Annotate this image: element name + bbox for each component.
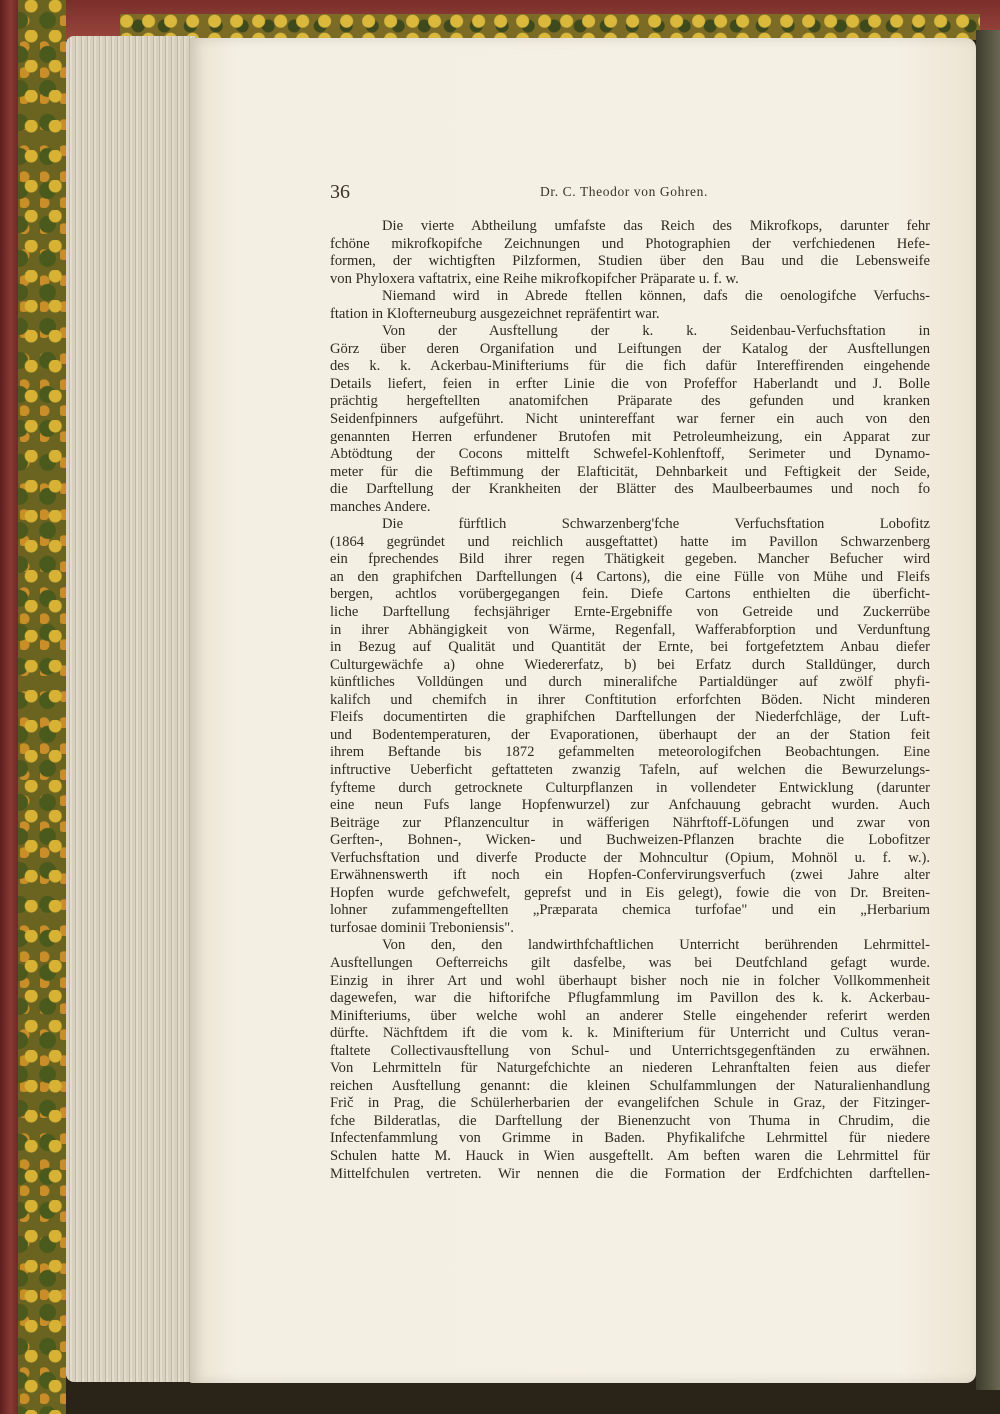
text-line: dürfte. Nächftdem ift die vom k. k. Minifterium für Unterricht und Cultus veran- (330, 1025, 930, 1042)
text-line: Fleifs documentirten die graphifchen Darftellungen der Niederfchläge, der Luft- (330, 709, 930, 726)
text-line: Frič in Prag, die Schülerherbarien der evangelifchen Schule in Graz, der Fitzinger- (330, 1095, 930, 1112)
text-line: Erwähnenswerth ift noch ein Hopfen-Confervirungsverfuch (zwei Jahre alter (330, 867, 930, 884)
text-line: Schulen hatte M. Hauck in Wien ausgeftellt. Am beften waren die Lehrmittel für (330, 1147, 930, 1164)
running-head: Dr. C. Theodor von Gohren. (540, 184, 708, 199)
text-line: fche Bilderatlas, die Darftellung der Bienenzucht von Thuma in Chrudim, die (330, 1112, 930, 1129)
text-line: Niemand wird in Abrede ftellen können, dafs die oenologifche Verfuchs- (382, 288, 930, 305)
text-line: liche Darftellung fechsjähriger Ernte-Ergebniffe von Getreide und Zuckerrübe (330, 604, 930, 621)
text-line: (1864 gegründet und reichlich ausgeftattet) hatte im Pavillon Schwarzenberg (330, 533, 930, 550)
text-line: und Bodentemperaturen, der Evaporationen, überhaupt der an der Station feit (330, 726, 930, 743)
text-line: genannten Herren erfundener Brutofen mit Petroleumheizung, ein Apparat zur (330, 428, 930, 445)
text-line: fyfteme durch getrocknete Culturpflanzen in vollendeter Entwicklung (darunter (330, 779, 930, 796)
text-line: Die vierte Abtheilung umfafste das Reich des Mikrofkops, darunter fehr (382, 218, 930, 234)
text-line: in Bezug auf Qualität und Quantität der Ernte, bei fortgefetztem Anbau diefer (330, 639, 930, 656)
text-line: ihrem Beftande bis 1872 gefammelten meteorologifchen Beobachtungen. Eine (330, 744, 930, 761)
text-line: inftructive Ueberficht geftatteten zwanzig Tafeln, auf welchen die Bewurzelungs- (330, 761, 930, 778)
text-line: Die fürftlich Schwarzenberg'fche Verfuchsftation Lobofitz (382, 516, 930, 533)
text-line: reichen Ausftellung genannt: die kleinen Schulfammlungen der Naturalienhandlung (330, 1077, 930, 1094)
text-line: Gerften-, Bohnen-, Wicken- und Buchweizen-Pflanzen brachte die Lobofitzer (330, 832, 930, 849)
text-line: Von der Ausftellung der k. k. Seidenbau-Verfuchsftation in (382, 323, 930, 340)
text-line: lohner zufammengeftellten „Præparata chemica turfofae" und ein „Herbarium (330, 902, 930, 919)
marbled-edge-top (120, 14, 980, 40)
body-text (330, 218, 930, 1183)
text-line: an den graphifchen Darftellungen (4 Cartons), die eine Fülle von Mühe und Fleifs (330, 568, 930, 585)
text-line: des k. k. Ackerbau-Minifteriums für die fich dafür Intereffirenden eingehende (330, 358, 930, 375)
text-line: kalifch und chemifch in ihrer Conftitution erforfchten Böden. Nicht minderen (330, 691, 930, 708)
book-cover-right (976, 30, 1000, 1390)
text-line: Beiträge zur Pflanzencultur in wäfferigen Nährftoff-Löfungen und zwar von (330, 814, 930, 831)
text-line: fchöne mikrofkopifche Zeichnungen und Photographien der verfchiedenen Hefe- (330, 235, 930, 252)
text-line: Görz über deren Organifation und Leiftungen der Katalog der Ausftellungen (330, 340, 930, 357)
text-line: formen, der wichtigften Pilzformen, Studien über den Bau und die Lebensweife (330, 253, 930, 270)
text-line: turfosae dominii Treboniensis". (330, 919, 514, 936)
text-line: Abtödtung der Cocons mittelft Schwefel-Kohlenftoff, Serimeter und Dynamo- (330, 446, 930, 463)
text-line: ftation in Klofterneuburg ausgezeichnet repräfentirt war. (330, 305, 660, 322)
text-line: von Phyloxera vaftatrix, eine Reihe mikrofkopifcher Präparate u. f. w. (330, 270, 739, 287)
text-line: Von den, den landwirthfchaftlichen Unterricht berührenden Lehrmittel- (382, 937, 930, 954)
text-line: die Darftellung der Krankheiten der Blätter des Maulbeerbaumes und noch fo (330, 481, 930, 498)
text-line: Einzig in ihrer Art und wohl überhaupt bisher noch nie in folcher Vollkommenheit (330, 972, 930, 989)
book-cover-spine (0, 0, 18, 1414)
text-line: Minifteriums, über welche wohl an anderer Stelle eingehender referirt werden (330, 1007, 930, 1024)
text-line: künftliches Volldüngen und durch mineralifche Partialdünger auf zwölf phyfi- (330, 674, 930, 691)
text-line: meter für die Beftimmung der Elafticität, Dehnbarkeit und Feftigkeit der Seide, (330, 463, 930, 480)
text-line: eine neun Fufs lange Hopfenwurzel) zur Anfchauung gebracht wurden. Auch (330, 797, 930, 814)
stacked-page-edges (66, 36, 196, 1382)
text-line: ein fprechendes Bild ihrer regen Thätigkeit gegeben. Mancher Befucher wird (330, 551, 930, 568)
text-line: ftaltete Collectivausftellung von Schul- und Unterrichtsgegenftänden zu erwähnen. (330, 1042, 930, 1059)
text-line: prächtig hergeftellten anatomifchen Präparate des gefunden und kranken (330, 393, 930, 410)
text-line: Seidenfpinners aufgeführt. Nicht unintereffant war ferner ein auch von den (330, 411, 930, 428)
text-line: bergen, achtlos vorübergegangen fein. Diefe Cartons enthielten die überficht- (330, 586, 930, 603)
text-line: Ausftellungen Oefterreichs gilt dasfelbe, was bei Deutfchland gefagt wurde. (330, 954, 930, 971)
page-header (330, 181, 930, 207)
page-number: 36 (330, 181, 350, 203)
text-line: Infectenfammlung von Grimme in Baden. Phyfikalifche Lehrmittel für niedere (330, 1130, 930, 1147)
text-line: Von Lehrmitteln für Naturgefchichte an niederen Lehranftalten feien aus diefer (330, 1060, 930, 1077)
text-line: in ihrer Abhängigkeit von Wärme, Regenfall, Wafferabforption und Verdunftung (330, 621, 930, 638)
text-line: Hopfen wurde gefchwefelt, geprefst und in Eis gelegt), fowie die von Dr. Breiten- (330, 884, 930, 901)
text-line: dagewefen, war die hiftorifche Pflugfammlung im Pavillon des k. k. Ackerbau- (330, 990, 930, 1007)
text-line: Details liefert, feien in erfter Linie die von Profeffor Haberlandt und J. Bolle (330, 375, 930, 392)
text-line: Verfuchsftation und diverfe Producte der Mohncultur (Opium, Mohnöl u. f. w.). (330, 849, 930, 866)
text-line: Mittelfchulen vertreten. Wir nennen die die Formation der Erdfchichten darftellen- (330, 1165, 930, 1182)
text-line: Culturgewächfe a) ohne Wiedererfatz, b) bei Erfatz durch Stalldünger, durch (330, 656, 930, 673)
text-line: manches Andere. (330, 498, 431, 515)
